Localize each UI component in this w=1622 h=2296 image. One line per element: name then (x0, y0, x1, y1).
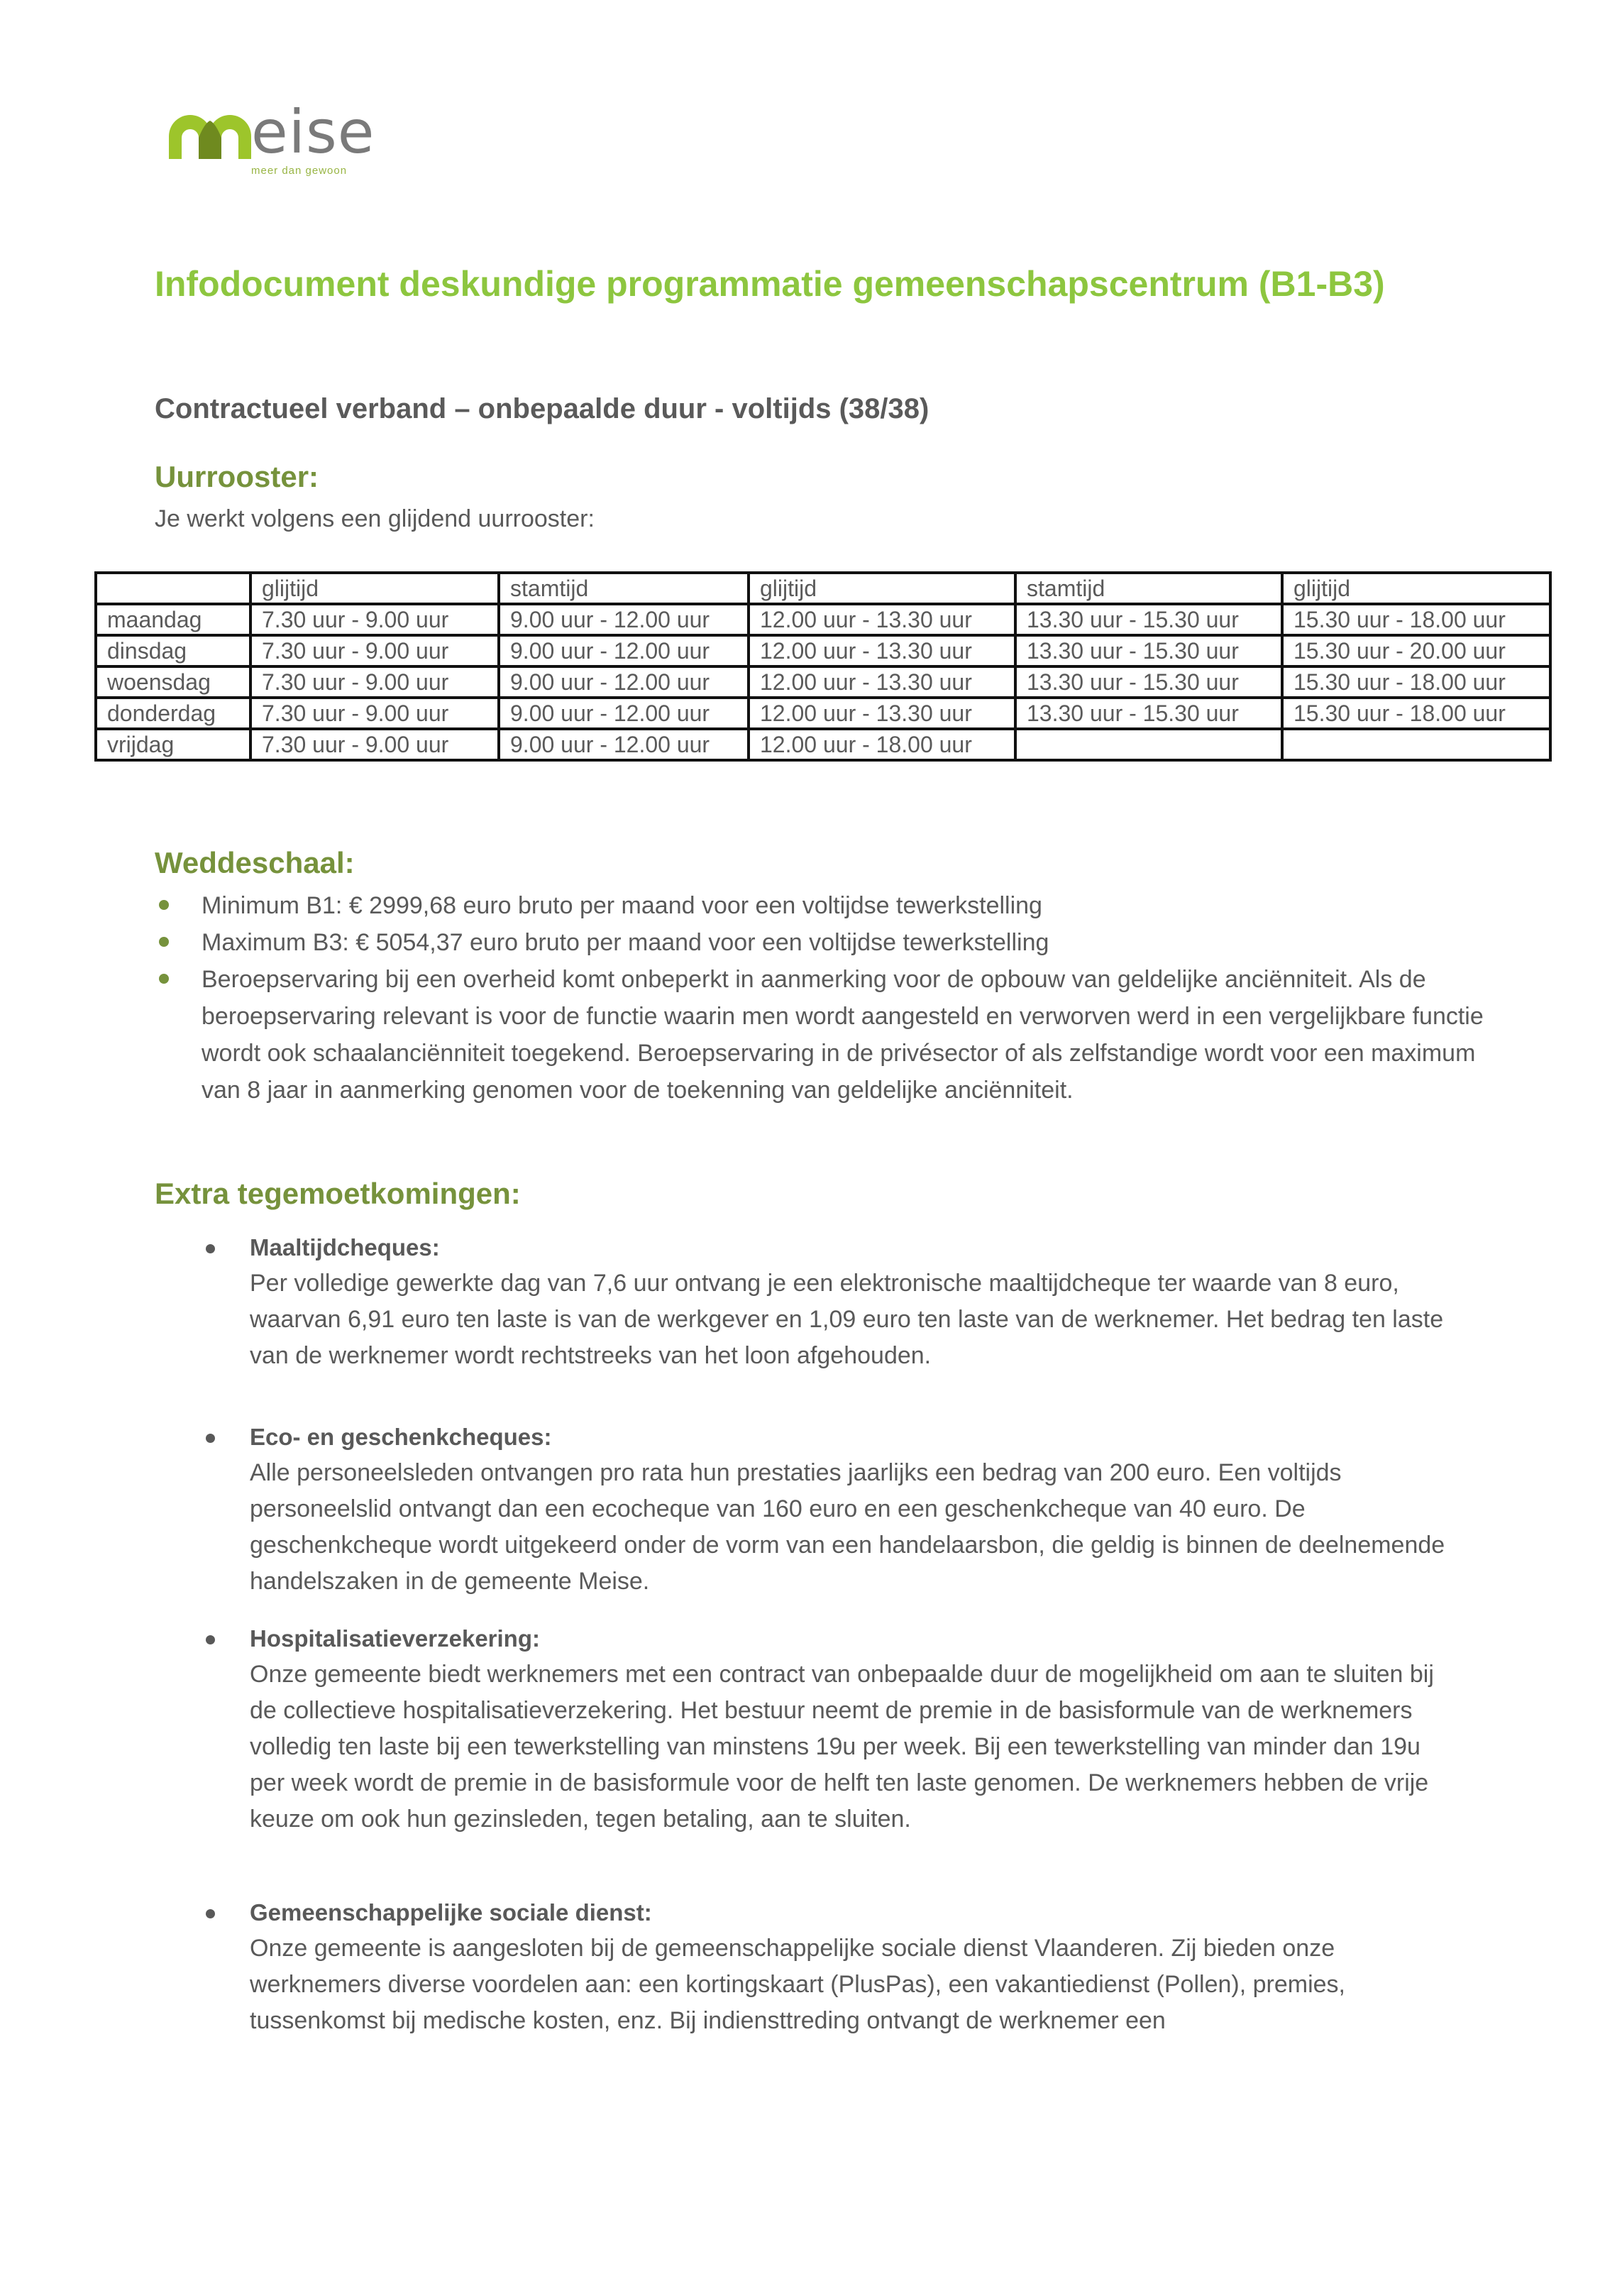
column-header (96, 573, 250, 604)
time-cell: 9.00 uur - 12.00 uur (499, 698, 749, 729)
document-title: Infodocument deskundige programmatie gemeenschapscentrum (B1-B3) (155, 264, 1385, 304)
time-cell: 15.30 uur - 18.00 uur (1282, 698, 1550, 729)
meise-logo (169, 97, 375, 185)
benefit-title: Eco- en geschenkcheques: (250, 1424, 552, 1450)
bullet-icon (159, 937, 169, 947)
time-cell: 9.00 uur - 12.00 uur (499, 729, 749, 760)
benefit-text: Alle personeelsleden ontvangen pro rata hun prestaties jaarlijks een bedrag van 200 euro. Een voltijds personeelslid ontvangt dan een ecocheque van 160 euro en een geschenkcheque van 40 euro. De geschenkcheque wordt uitgekeerd onder de vorm van een handelaarsbon, die geldig is binnen de deelnemende handelszaken in de gemeente Meise. (250, 1459, 1445, 1595)
time-cell: 7.30 uur - 9.00 uur (250, 729, 499, 760)
table-row (96, 666, 1550, 698)
time-cell: 12.00 uur - 13.30 uur (749, 698, 1015, 729)
table-row (96, 635, 1550, 666)
benefit-title: Maaltijdcheques: (250, 1234, 440, 1260)
day-cell: vrijdag (96, 729, 250, 760)
table-row (96, 698, 1550, 729)
time-cell: 13.30 uur - 15.30 uur (1015, 666, 1282, 698)
bullet-icon (159, 974, 169, 984)
time-cell: 12.00 uur - 18.00 uur (749, 729, 1015, 760)
column-header: stamtijd (499, 573, 749, 604)
day-cell: maandag (96, 604, 250, 635)
table-row (96, 729, 1550, 760)
bullet-icon (159, 900, 169, 910)
time-cell: 15.30 uur - 18.00 uur (1282, 666, 1550, 698)
time-cell: 15.30 uur - 20.00 uur (1282, 635, 1550, 666)
column-header: glijtijd (749, 573, 1015, 604)
salary-maximum: Maximum B3: € 5054,37 euro bruto per maand voor een voltijdse tewerkstelling (202, 929, 1049, 956)
time-cell: 7.30 uur - 9.00 uur (250, 635, 499, 666)
time-cell: 12.00 uur - 13.30 uur (749, 635, 1015, 666)
time-cell: 12.00 uur - 13.30 uur (749, 604, 1015, 635)
logo-tagline: meer dan gewoon (251, 165, 348, 177)
experience-note: Beroepservaring bij een overheid komt onbeperkt in aanmerking voor de opbouw van geldelijke anciënniteit. Als de beroepservaring relevant is voor de functie waarin men wordt aangesteld en verworven werd in een vergelijkbare functie wordt ook schaalanciënniteit toegekend. Beroepservaring in de privésector of als zelfstandige wordt voor een maximum van 8 jaar in aanmerking genomen voor de toekenning van geldelijke anciënniteit. (202, 966, 1484, 1104)
table-row (96, 604, 1550, 635)
schedule-intro: Je werkt volgens een glijdend uurrooster: (155, 505, 595, 532)
schedule-heading: Uurrooster: (155, 460, 319, 493)
time-cell: 13.30 uur - 15.30 uur (1015, 698, 1282, 729)
list-item (155, 887, 1489, 924)
column-header: glijtijd (250, 573, 499, 604)
salary-heading: Weddeschaal: (155, 846, 355, 879)
time-cell: 9.00 uur - 12.00 uur (499, 604, 749, 635)
time-cell: 12.00 uur - 13.30 uur (749, 666, 1015, 698)
list-item (155, 961, 1489, 1109)
time-cell: 15.30 uur - 18.00 uur (1282, 604, 1550, 635)
time-cell: 7.30 uur - 9.00 uur (250, 666, 499, 698)
day-cell: woensdag (96, 666, 250, 698)
time-cell: 7.30 uur - 9.00 uur (250, 604, 499, 635)
benefit-text: Per volledige gewerkte dag van 7,6 uur ontvang je een elektronische maaltijdcheque ter waarde van 8 euro, waarvan 6,91 euro ten laste is van de werkgever en 1,09 euro ten laste van de werknemer. Het bedrag ten laste van de werknemer wordt rechtstreeks van het loon afgehouden. (250, 1270, 1444, 1369)
benefit-title: Gemeenschappelijke sociale dienst: (250, 1899, 652, 1926)
bullet-icon (206, 1909, 215, 1918)
time-cell (1282, 729, 1550, 760)
benefit-text: Onze gemeente biedt werknemers met een contract van onbepaalde duur de mogelijkheid om aan te sluiten bij de collectieve hospitalisatieverzekering. Het bestuur neemt de premie in de basisformule van de werknemers volledig ten laste bij een tewerkstelling van minstens 19u per week. Bij een tewerkstelling van minder dan 19u per week wordt de premie in de basisformule voor de helft ten laste genomen. De werknemers hebben de vrije keuze om ook hun gezinsleden, tegen betaling, aan te sluiten. (250, 1661, 1434, 1833)
benefit-title: Hospitalisatieverzekering: (250, 1625, 540, 1652)
salary-minimum: Minimum B1: € 2999,68 euro bruto per maand voor een voltijdse tewerkstelling (202, 892, 1042, 919)
time-cell: 13.30 uur - 15.30 uur (1015, 635, 1282, 666)
bullet-icon (206, 1244, 215, 1253)
day-cell: dinsdag (96, 635, 250, 666)
column-header: glijtijd (1282, 573, 1550, 604)
time-cell (1015, 729, 1282, 760)
time-cell: 13.30 uur - 15.30 uur (1015, 604, 1282, 635)
logo-wordmark: eise (251, 97, 375, 167)
document-subtitle: Contractueel verband – onbepaalde duur - voltijds (38/38) (155, 393, 929, 424)
benefits-heading: Extra tegemoetkomingen: (155, 1177, 521, 1210)
time-cell: 7.30 uur - 9.00 uur (250, 698, 499, 729)
schedule-table (94, 571, 1552, 762)
time-cell: 9.00 uur - 12.00 uur (499, 666, 749, 698)
salary-list (155, 887, 1489, 1109)
benefit-text: Onze gemeente is aangesloten bij de gemeenschappelijke sociale dienst Vlaanderen. Zij bieden onze werknemers diverse voordelen aan: een kortingskaart (PlusPas), een vakantiedienst (Pollen), premies, tussenkomst bij medische kosten, enz. Bij indiensttreding ontvangt de werknemer een (250, 1935, 1345, 2034)
bullet-icon (206, 1434, 215, 1443)
column-header: stamtijd (1015, 573, 1282, 604)
day-cell: donderdag (96, 698, 250, 729)
meise-m-logo-icon (169, 115, 253, 159)
time-cell: 9.00 uur - 12.00 uur (499, 635, 749, 666)
list-item (155, 924, 1489, 961)
table-header-row (96, 573, 1550, 604)
bullet-icon (206, 1635, 215, 1644)
